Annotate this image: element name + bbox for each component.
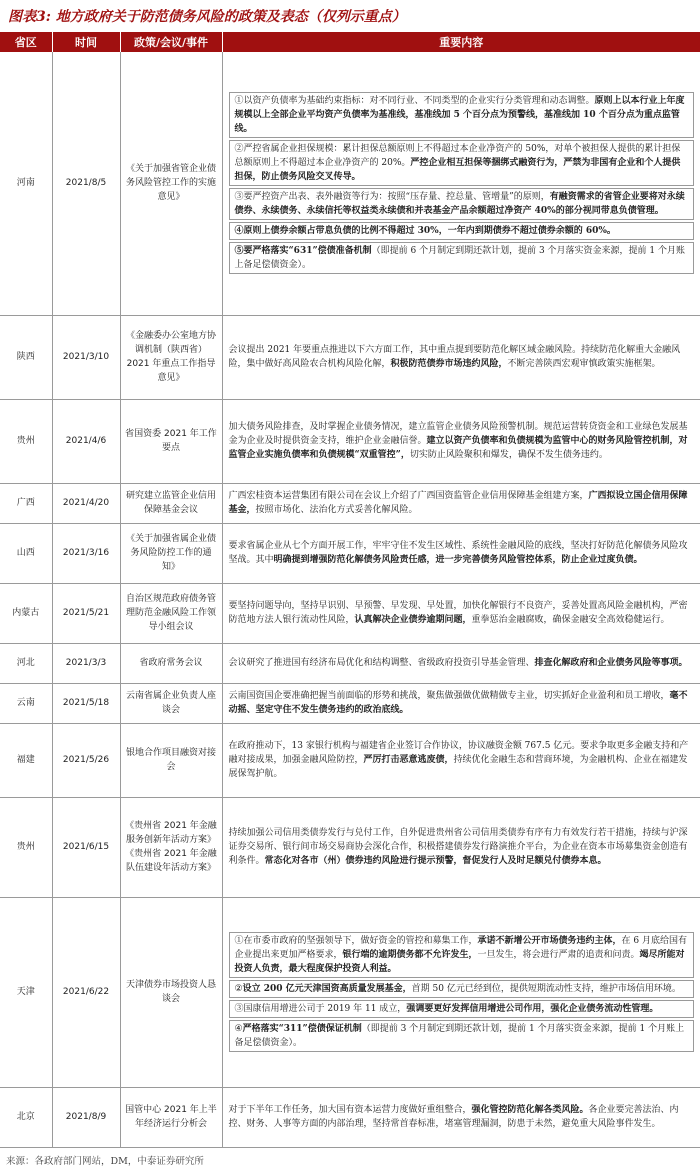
item-bold-text: 强调要更好发挥信用增进公司作用，强化企业债务流动性管理。: [406, 1004, 659, 1014]
table-row: [0, 797, 700, 897]
content-bold-text: 建立以资产负债率和负债规模为监管中心的财务风险管控机制，对监管企业实施负债率和负债规模“双重管控”，: [228, 436, 688, 460]
cell-event: 省国资委 2021 年工作要点: [120, 399, 222, 483]
header-date: 时间: [52, 32, 120, 52]
content-item: [229, 92, 695, 138]
table-row: [0, 315, 700, 399]
content-bold-text: 广西拟设立国企信用保障基金，: [228, 491, 688, 515]
content-bold-text: 积极防范债券市场违约风险，: [390, 359, 508, 369]
cell-date: 2021/4/20: [52, 483, 120, 523]
content-bold-text: 排查化解政府和企业债务风险等事项。: [534, 658, 688, 668]
content-text: 加大债务风险排查，及时掌握企业债务情况，建立监管企业债务风险预警机制。规范运营转贷资金和工业绿色发展基金为企业及时提供资金支持，维护企业金融信誉。: [228, 422, 688, 446]
item-text: ③国康信用增进公司于 2019 年 11 成立，: [234, 1004, 407, 1014]
cell-content: [222, 523, 700, 583]
content-text: 会议研究了推进国有经济布局优化和结构调整、省级政府投资引导基金管理、: [228, 658, 535, 668]
policy-table: [0, 32, 700, 1148]
table-row: [0, 52, 700, 315]
table-row: [0, 399, 700, 483]
item-text: 在 6 月底给国有企业提出来更加严格要求，: [234, 936, 687, 960]
content-text: 持续加强公司信用类债券发行与兑付工作，自外促进贵州省公司信用类债券有序有力有效发行若干措施，持续与沪深证券交易所、银行间市场交易商协会深化合作，积极搭建债券发行路演推介平台，为企业在资本市场募集资金创造有利条件。: [228, 828, 688, 866]
content-text: 要求省属企业从七个方面开展工作，牢牢守住不发生区域性、系统性金融风险的底线，坚决打好防范化解债务风险攻坚战。其中: [228, 541, 688, 565]
cell-event: 银地合作项目融资对接会: [120, 723, 222, 797]
content-item: [229, 140, 695, 186]
cell-event: 自治区规范政府债务管理防范金融风险工作领导小组会议: [120, 583, 222, 643]
cell-event: 《关于加强省管企业债务风险管控工作的实施意见》: [120, 52, 222, 315]
item-text: ②: [234, 984, 243, 994]
cell-province: 河北: [0, 643, 52, 683]
cell-content: [222, 1087, 700, 1147]
source-note: 来源：各政府部门网站，DM，中泰证券研究所: [6, 1155, 204, 1167]
cell-content: [222, 52, 700, 315]
content-text: 要坚持问题导向，坚持早识别、早预警、早发现、早处置，加快化解银行不良资产，妥善处置高风险金融机构，严密防范地方法人银行流动性风险，: [228, 601, 688, 625]
item-bold-text: 严格落实“311”偿债保证机制: [242, 1024, 362, 1034]
content-tail-text: 各企业要完善法治、内控、财务、人事等方面的内部治理，坚持常首春标准，堵塞管理漏洞，防患于未然，避免重大风险事件发生。: [228, 1105, 679, 1129]
item-bold-text: 竭尽所能对投资人负责，最大程度保护投资人利益。: [234, 950, 685, 974]
content-tail-text: 持续优化金融生态和营商环境，为金融机构、企业在福建发展保驾护航。: [228, 755, 688, 779]
content-item: [229, 188, 695, 220]
cell-province: 河南: [0, 52, 52, 315]
cell-province: 内蒙古: [0, 583, 52, 643]
cell-event: 研究建立监管企业信用保障基金会议: [120, 483, 222, 523]
content-text: 云南国资国企要准确把握当前面临的形势和挑战，聚焦做强做优做精做专主业，切实抓好企业盈利和员工增收，: [228, 691, 670, 701]
cell-province: 云南: [0, 683, 52, 723]
item-text: ④: [234, 1024, 243, 1034]
cell-event: 《金融委办公室地方协调机制（陕西省）2021 年重点工作指导意见》: [120, 315, 222, 399]
item-bold-text: ⑤要严格落实“631”偿债准备机制: [234, 246, 372, 257]
cell-date: 2021/6/22: [52, 897, 120, 1087]
cell-date: 2021/5/21: [52, 583, 120, 643]
table-header-row: [0, 32, 700, 52]
table-row: [0, 483, 700, 523]
content-item: [229, 242, 695, 274]
header-province: 省区: [0, 32, 52, 52]
content-text: 会议提出 2021 年要重点推进以下六方面工作，其中重点提到要防范化解区域金融风险。持续防范化解重大金融风险，集中做好高风险农合机构风险化解，: [228, 345, 681, 369]
cell-content: [222, 643, 700, 683]
content-tail-text: 不断完善陕西宏观审慎政策实施框架。: [507, 359, 661, 369]
cell-content: [222, 723, 700, 797]
cell-date: 2021/4/6: [52, 399, 120, 483]
cell-event: 天津债券市场投资人恳谈会: [120, 897, 222, 1087]
item-bold-text: 有融资需求的省管企业要将对永续债券、永续债务、永续信托等权益类永续债和并表基金产品余额超过净资产 40%的部分视同带息负债管理。: [234, 192, 685, 217]
item-text: ①以资产负债率为基础约束指标：对不同行业、不同类型的企业实行分类管理和动态调整。: [234, 96, 595, 107]
cell-event: 《关于加强省属企业债务风险防控工作的通知》: [120, 523, 222, 583]
content-item: [229, 222, 695, 240]
cell-date: 2021/8/9: [52, 1087, 120, 1147]
content-text: 对于下半年工作任务，加大国有资本运营力度做好重组整合，: [228, 1105, 472, 1115]
cell-province: 贵州: [0, 399, 52, 483]
table-row: [0, 1087, 700, 1147]
content-item: [229, 1020, 695, 1052]
cell-content: [222, 797, 700, 897]
cell-province: 贵州: [0, 797, 52, 897]
item-text: ①在市委市政府的坚强领导下，做好资金的管控和募集工作，: [234, 936, 478, 946]
cell-content: [222, 483, 700, 523]
cell-event: 《贵州省 2021 年金融服务创新年活动方案》《贵州省 2021 年金融队伍建设年活动方案》: [120, 797, 222, 897]
cell-event: 省政府常务会议: [120, 643, 222, 683]
table-row: [0, 643, 700, 683]
content-bold-text: 认真解决企业债券逾期问题，: [354, 615, 472, 625]
item-bold-text: 原则上以本行业上年度规模以上全部企业平均资产负债率为基准线，基准线加 5 个百分点为预警线，基准线加 10 个百分点为重点监管线。: [234, 96, 685, 135]
content-tail-text: 重拳惩治金融腐败，确保金融安全高效稳健运行。: [471, 615, 670, 625]
figure-title: 图表3: 地方政府关于防范债务风险的政策及表态（仅列示重点）: [8, 9, 406, 25]
cell-content: [222, 315, 700, 399]
content-bold-text: 毫不动摇、坚定守住不发生债务违约的政治底线。: [228, 691, 688, 715]
content-bold-text: 常态化对各市（州）债券违约风险进行提示预警，督促发行人及时足额兑付债券本息。: [264, 856, 607, 866]
cell-content: [222, 683, 700, 723]
item-text: 首期 50 亿元已经到位，提供短期流动性支持，维护市场信用环境。: [411, 984, 681, 994]
item-bold-text: 严控企业相互担保等捆绑式融资行为，严禁为非国有企业和个人提供担保，防止债务风险交叉传导。: [234, 158, 681, 183]
cell-date: 2021/3/3: [52, 643, 120, 683]
cell-province: 山西: [0, 523, 52, 583]
item-text: ②严控省属企业担保规模：累计担保总额原则上不得超过本企业净资产的 50%，对单个被担保人提供的累计担保总额原则上不得超过本企业净资产的 20%。: [234, 144, 681, 169]
cell-date: 2021/5/26: [52, 723, 120, 797]
content-bold-text: 强化管控防范化解各类风险。: [471, 1105, 589, 1115]
content-item: [229, 980, 695, 998]
content-bold-text: 严厉打击恶意逃废债，: [363, 755, 454, 765]
cell-province: 广西: [0, 483, 52, 523]
cell-date: 2021/3/16: [52, 523, 120, 583]
item-bold-text: 承诺不新增公开市场债务违约主体，: [477, 936, 622, 946]
item-text: ③要严控资产出表、表外融资等行为：按照“压存量、控总量、管增量”的原则，: [234, 192, 550, 203]
cell-date: 2021/6/15: [52, 797, 120, 897]
cell-date: 2021/3/10: [52, 315, 120, 399]
cell-province: 北京: [0, 1087, 52, 1147]
content-text: 在政府推动下，13 家银行机构与福建省企业签订合作协议，协议融资金额 767.5 亿元。要求争取更多金融支持和产融对接成果，加强金融风险防控，: [228, 741, 689, 765]
item-text: （即提前 3 个月制定到期还款计划，提前 1 个月落实资金来源，提前 1 个月账上备足偿债资金）。: [234, 1024, 685, 1048]
cell-date: 2021/8/5: [52, 52, 120, 315]
cell-province: 天津: [0, 897, 52, 1087]
table-row: [0, 583, 700, 643]
item-text: （即提前 6 个月制定到期还款计划，提前 3 个月落实资金来源，提前 1 个月账上备足偿债资金）。: [234, 246, 686, 271]
item-text: 一旦发生，将会进行严肃的追责和问责。: [477, 950, 640, 960]
table-row: [0, 523, 700, 583]
header-event: 政策/会议/事件: [120, 32, 222, 52]
table-row: [0, 723, 700, 797]
content-bold-text: 明确提到增强防范化解债务风险责任感，进一步完善债务风险管控体系，防止企业过度负债。: [273, 555, 643, 565]
item-bold-text: 设立 200 亿元天津国资高质量发展基金，: [242, 984, 412, 994]
cell-content: [222, 583, 700, 643]
item-bold-text: ④原则上债券余额占带息负债的比例不得超过 30%，一年内到期债券不超过债券余额的 60%。: [234, 226, 616, 237]
cell-province: 陕西: [0, 315, 52, 399]
content-item: [229, 1000, 695, 1018]
table-row: [0, 683, 700, 723]
content-tail-text: 切实防止风险聚积和爆发，确保不发生债务违约。: [409, 450, 608, 460]
cell-content: [222, 897, 700, 1087]
table-row: [0, 897, 700, 1087]
cell-province: 福建: [0, 723, 52, 797]
content-text: 广西宏桂资本运营集团有限公司在会议上介绍了广西国资监管企业信用保障基金组建方案，: [228, 491, 589, 501]
cell-event: 国管中心 2021 年上半年经济运行分析会: [120, 1087, 222, 1147]
content-tail-text: 按照市场化、法治化方式妥善化解风险。: [255, 505, 418, 515]
cell-date: 2021/5/18: [52, 683, 120, 723]
content-item: [229, 932, 695, 978]
cell-content: [222, 399, 700, 483]
item-bold-text: 银行端的逾期债务都不允许发生，: [342, 950, 478, 960]
header-content: 重要内容: [222, 32, 700, 52]
cell-event: 云南省属企业负责人座谈会: [120, 683, 222, 723]
